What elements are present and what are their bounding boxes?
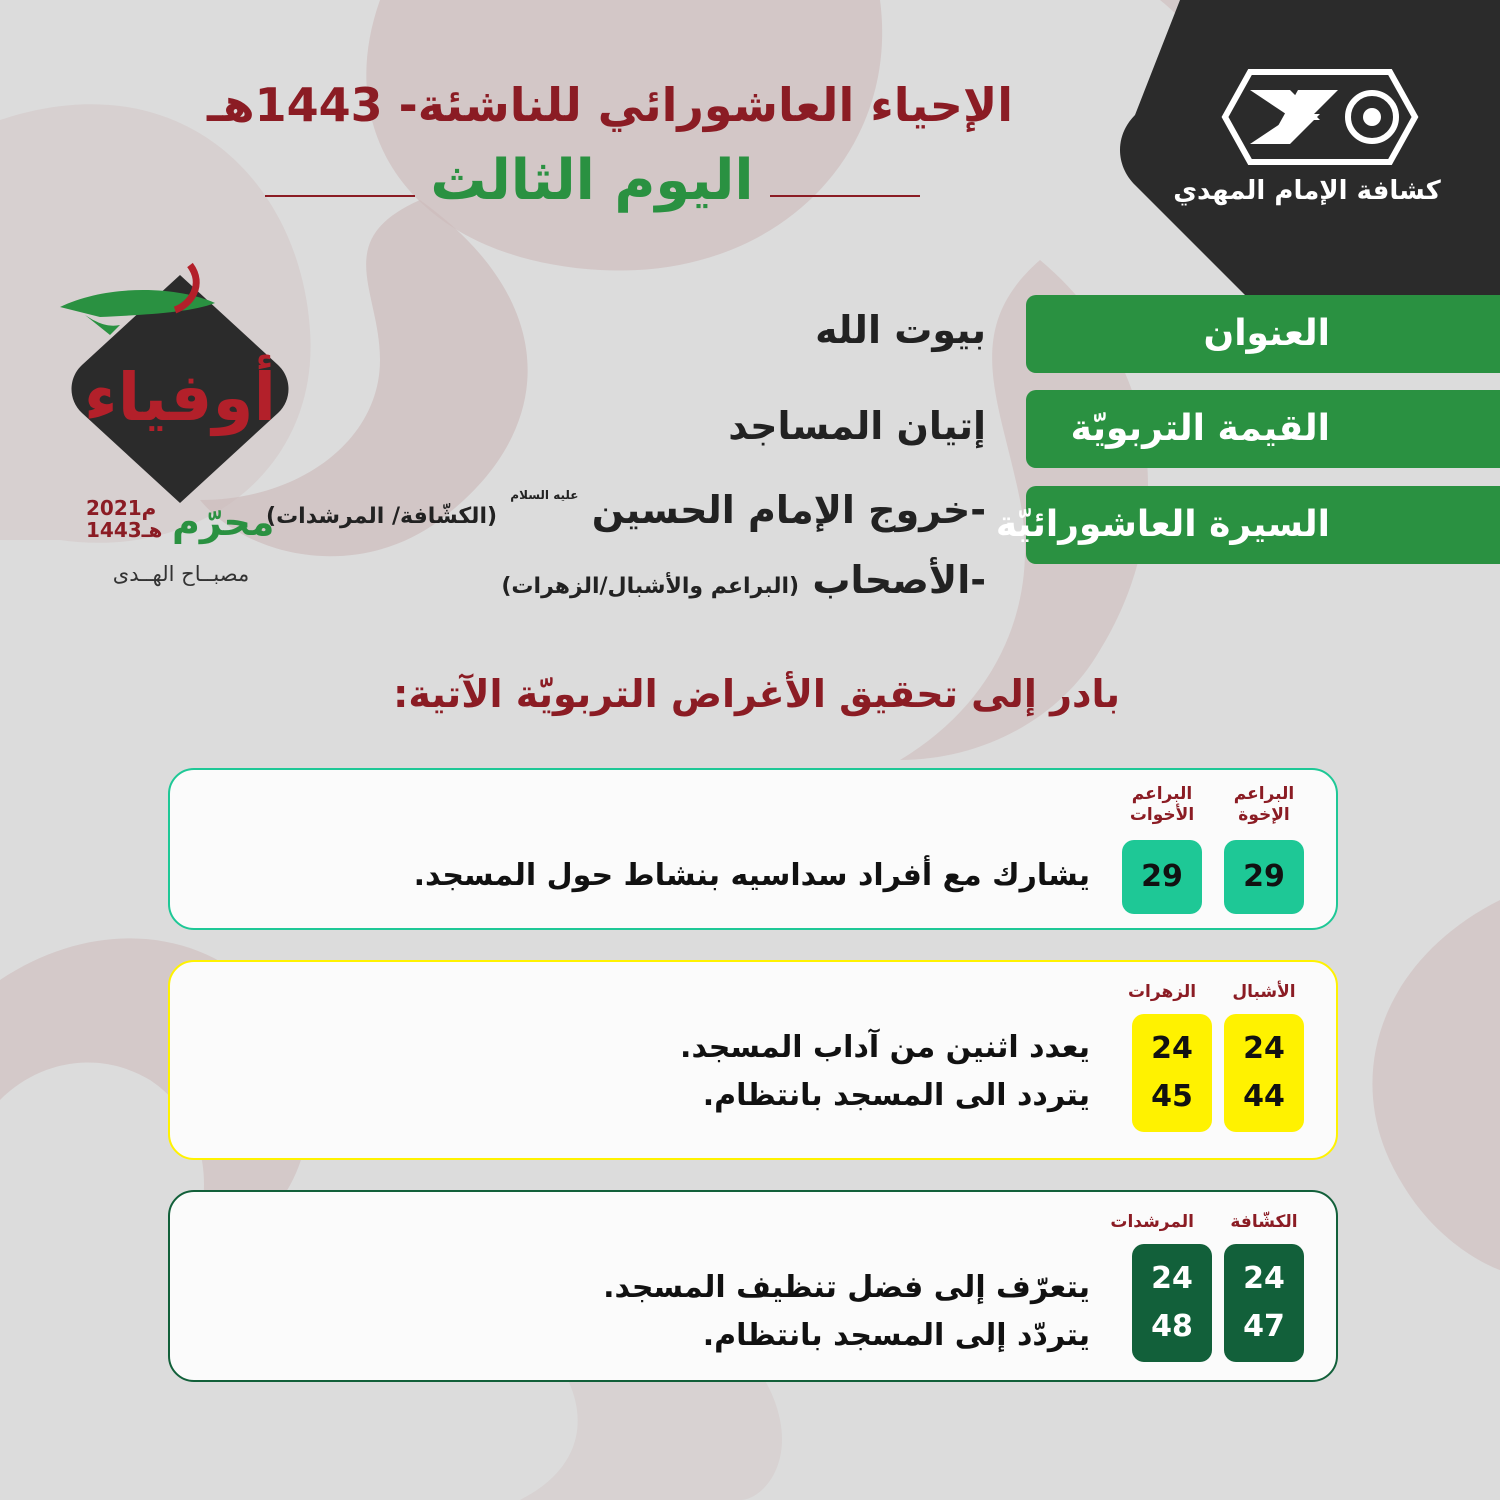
emblem-calligraphy: أوفياء: [83, 359, 277, 436]
emblem-years: [86, 497, 162, 541]
col-header-scouts: الكشّافة: [1230, 1212, 1298, 1232]
goal-list: [680, 1024, 1090, 1120]
goal-item: يتردّد إلى المسجد بانتظام.: [702, 1318, 1090, 1353]
day-title: اليوم الثالث: [430, 148, 754, 213]
goal-item: يشارك مع أفراد سداسيه بنشاط حول المسجد.: [413, 858, 1090, 893]
score-value: 48: [1151, 1309, 1193, 1344]
score-value: 24: [1243, 1261, 1285, 1296]
label-title: العنوان: [1203, 313, 1330, 354]
score-value: 44: [1243, 1079, 1285, 1114]
col-header-cubs: الأشبال: [1232, 982, 1296, 1002]
goal-item: يعدد اثنين من آداب المسجد.: [680, 1030, 1090, 1065]
org-name: كشافة الإمام المهدي: [1173, 176, 1441, 206]
value-biography-line1: [266, 488, 986, 532]
emblem-year-gregorian: 2021م: [86, 496, 157, 520]
goal-card-cubs-early: [168, 768, 1338, 930]
score-value: 45: [1151, 1079, 1193, 1114]
goal-list: [414, 852, 1090, 900]
biography-line2-paren: (البراعم والأشبال/الزهرات): [501, 574, 800, 599]
score-value: 29: [1243, 859, 1285, 894]
score-value: 47: [1243, 1309, 1285, 1344]
biography-line1-main: -خروج الإمام الحسين: [591, 488, 986, 532]
score-value: 29: [1141, 859, 1183, 894]
emblem-month: محرّم: [172, 500, 275, 544]
label-biography-box: [995, 486, 1500, 564]
col-header-guides: المرشدات: [1110, 1212, 1194, 1232]
label-value-box: [1026, 390, 1500, 468]
biography-honorific: عليه السلام: [510, 488, 579, 502]
score-box-sisters: [1122, 840, 1202, 914]
page-title: الإحياء العاشورائي للناشئة- 1443هـ: [207, 78, 1013, 132]
goal-item: يتعرّف إلى فضل تنظيف المسجد.: [603, 1270, 1090, 1305]
col-header-blossoms: الزهرات: [1127, 982, 1197, 1002]
score-value: 24: [1243, 1031, 1285, 1066]
value-title: بيوت الله: [815, 308, 986, 352]
col-header-brothers: البراعم الإخوة: [1233, 784, 1295, 825]
score-box-guides: [1132, 1244, 1212, 1362]
goal-card-cubs-blossoms: [168, 960, 1338, 1160]
score-box-brothers: [1224, 840, 1304, 914]
label-title-box: [1026, 295, 1500, 373]
biography-line1-paren: (الكشّافة/ المرشدات): [266, 504, 498, 529]
score-value: 24: [1151, 1031, 1193, 1066]
value-educational-value: إتيان المساجد: [728, 404, 986, 448]
emblem-year-hijri: 1443هـ: [86, 518, 163, 542]
scout-logo-icon: [1220, 62, 1420, 172]
score-box-blossoms: [1132, 1014, 1212, 1132]
emblem-subtitle: مصبــاح الهــدى: [112, 562, 250, 586]
value-biography-line2: [501, 558, 986, 602]
goal-item: يتردد الى المسجد بانتظام.: [702, 1078, 1090, 1113]
awfiyaa-emblem-icon: [40, 255, 320, 595]
goal-card-scouts-guides: [168, 1190, 1338, 1382]
col-header-sisters: البراعم الأخوات: [1129, 784, 1195, 825]
label-ashura-biography: السيرة العاشورائيّة: [995, 504, 1330, 545]
score-value: 24: [1151, 1261, 1193, 1296]
label-educational-value: القيمة التربويّة: [1070, 408, 1330, 449]
biography-line2-main: -الأصحاب: [812, 558, 986, 602]
goal-list: [603, 1264, 1090, 1360]
score-box-cubs: [1224, 1014, 1304, 1132]
section-heading: بادر إلى تحقيق الأغراض التربويّة الآتية:: [393, 672, 1120, 716]
score-box-scouts: [1224, 1244, 1304, 1362]
